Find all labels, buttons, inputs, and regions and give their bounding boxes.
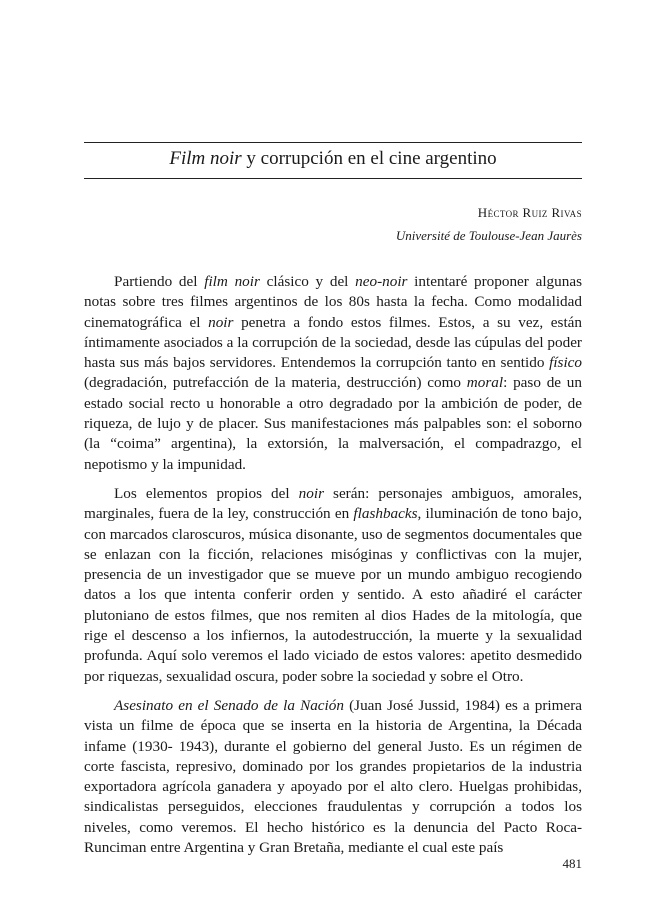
article-title	[84, 147, 582, 171]
paragraph: Partiendo del film noir clásico y del neo-noir intentaré proponer algunas notas sobre tres filmes argentinos de los 80s hasta la fecha. Como modalidad cinematográfica el noir penetra a fondo estos filmes. Estos, a su vez, están íntimamente asociados a la corrupción de la sociedad, desde las cúpulas del poder hasta sus más bajos servidores. Entendemos la corrupción tanto en sentido físico (degradación, putrefacción de la materia, destrucción) como moral: paso de un estado social recto u honorable a otro degradado por la ambición de poder, de riqueza, de lujo y de placer. Sus manifestaciones más palpables son: el soborno (la “coima” argentina), la extorsión, la malversación, el compadrazgo, el nepotismo y la impunidad.	[84, 273, 582, 473]
italic-term: noir	[208, 313, 234, 331]
paragraph: Los elementos propios del noir serán: personajes ambiguos, amorales, marginales, fuera de la ley, construcción en flashbacks, iluminación de tono bajo, con marcados claroscuros, música disonante, uso de segmentos documentales que se enlazan con la ficción, relaciones misóginas y conflictivas con la mujer, presencia de un investigador que se mueve por un mundo ambiguo recogiendo datos a los que intenta conferir orden y sentido. A esto añadiré el carácter plutoniano de estos filmes, que nos remiten al dios Hades de la mitología, que rige el descenso a los infiernos, la autodestrucción, la muerte y la sexualidad profunda. Aquí solo veremos el lado viciado de estos valores: apetito desmedido por riquezas, sexualidad oscura, poder sobre la sociedad y sobre el Otro.	[84, 484, 582, 685]
author-name: Héctor Ruiz Rivas	[477, 205, 582, 220]
title-rest: y corrupción en el cine argentino	[241, 148, 497, 169]
paragraph: Asesinato en el Senado de la Nación (Juan José Jussid, 1984) es a primera vista un filme de época que se inserta en la historia de Argentina, la Década infame (1930- 1943), durante el gobierno del general Justo. Es un régimen de corte fascista, represivo, dominado por los grandes propietarios de la industria exportadora agrícola ganadera y apoyado por el alto clero. Huelgas prohibidas, sindicalistas perseguidos, elecciones fraudulentas y corrupción a todos los niveles, como veremos. El hecho histórico es la denuncia del Pacto Roca-Runciman entre Argentina y Gran Bretaña, mediante el cual este país	[84, 696, 582, 857]
italic-term: neo-noir	[355, 273, 408, 290]
italic-term: moral	[466, 374, 504, 392]
italic-term: noir	[298, 484, 324, 502]
italic-term: film noir	[204, 273, 260, 290]
italic-term: flashbacks	[353, 505, 418, 523]
italic-term: Asesinato en el Senado de la Nación	[114, 696, 344, 714]
italic-term: físico	[549, 354, 582, 372]
title-bottom-rule	[84, 178, 582, 179]
author-affiliation: Université de Toulouse-Jean Jaurès	[395, 228, 582, 243]
title-top-rule	[84, 142, 582, 143]
title-italic-part: Film noir	[169, 148, 242, 169]
page-number: 481	[562, 856, 582, 871]
article-body	[84, 272, 582, 867]
